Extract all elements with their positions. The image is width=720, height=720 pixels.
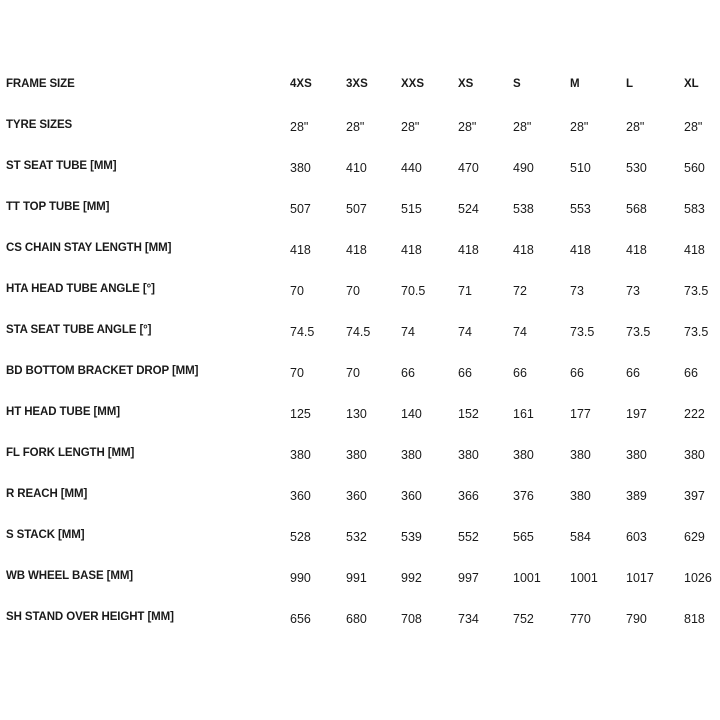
- table-cell: 539: [401, 530, 422, 544]
- table-cell: 380: [346, 448, 367, 462]
- table-cell: 360: [290, 489, 311, 503]
- table-cell: 1026: [684, 571, 712, 585]
- table-row: [0, 107, 720, 148]
- table-cell: 490: [513, 161, 534, 175]
- row-label: FL FORK LENGTH [MM]: [6, 447, 135, 459]
- table-cell: 28": [290, 120, 309, 134]
- table-cell: 990: [290, 571, 311, 585]
- table-cell: 197: [626, 407, 647, 421]
- geometry-table: [0, 66, 720, 640]
- table-cell: 530: [626, 161, 647, 175]
- table-row: [0, 189, 720, 230]
- table-cell: 28": [513, 120, 532, 134]
- table-cell: 770: [570, 612, 591, 626]
- table-cell: 380: [290, 448, 311, 462]
- row-label: ST SEAT TUBE [MM]: [6, 160, 117, 172]
- table-cell: 66: [458, 366, 472, 380]
- row-label: S STACK [MM]: [6, 529, 85, 541]
- table-cell: 418: [513, 243, 534, 257]
- table-cell: 74: [458, 325, 472, 339]
- row-label: SH STAND OVER HEIGHT [MM]: [6, 611, 174, 623]
- table-row: [0, 394, 720, 435]
- table-cell: 991: [346, 571, 367, 585]
- row-label: TT TOP TUBE [MM]: [6, 201, 110, 213]
- size-header-xxs: XXS: [401, 78, 425, 90]
- table-cell: 222: [684, 407, 705, 421]
- table-cell: 74: [513, 325, 527, 339]
- table-cell: 152: [458, 407, 479, 421]
- table-cell: 140: [401, 407, 422, 421]
- table-row: [0, 599, 720, 640]
- table-cell: 28": [458, 120, 477, 134]
- table-cell: 71: [458, 284, 472, 298]
- size-header-s: S: [513, 78, 521, 90]
- table-cell: 66: [626, 366, 640, 380]
- table-cell: 66: [401, 366, 415, 380]
- table-cell: 73: [626, 284, 640, 298]
- row-label: HT HEAD TUBE [MM]: [6, 406, 120, 418]
- table-cell: 992: [401, 571, 422, 585]
- table-cell: 418: [290, 243, 311, 257]
- table-cell: 366: [458, 489, 479, 503]
- table-cell: 470: [458, 161, 479, 175]
- table-cell: 380: [401, 448, 422, 462]
- table-cell: 73.5: [626, 325, 651, 339]
- size-header-m: M: [570, 78, 580, 90]
- table-cell: 70: [290, 284, 304, 298]
- table-cell: 177: [570, 407, 591, 421]
- table-row: [0, 517, 720, 558]
- header-row: [0, 66, 720, 107]
- table-row: [0, 476, 720, 517]
- table-cell: 73: [570, 284, 584, 298]
- table-cell: 418: [684, 243, 705, 257]
- table-cell: 28": [626, 120, 645, 134]
- table-cell: 360: [346, 489, 367, 503]
- table-row: [0, 353, 720, 394]
- row-label: HTA HEAD TUBE ANGLE [°]: [6, 283, 155, 295]
- table-cell: 515: [401, 202, 422, 216]
- table-cell: 553: [570, 202, 591, 216]
- table-cell: 1001: [513, 571, 541, 585]
- table-cell: 584: [570, 530, 591, 544]
- table-cell: 656: [290, 612, 311, 626]
- table-cell: 752: [513, 612, 534, 626]
- table-cell: 380: [290, 161, 311, 175]
- table-cell: 397: [684, 489, 705, 503]
- table-body: [0, 107, 720, 640]
- table-row: [0, 148, 720, 189]
- table-cell: 70: [290, 366, 304, 380]
- table-cell: 28": [401, 120, 420, 134]
- table-cell: 380: [458, 448, 479, 462]
- table-cell: 410: [346, 161, 367, 175]
- table-cell: 28": [570, 120, 589, 134]
- row-label: WB WHEEL BASE [MM]: [6, 570, 134, 582]
- table-cell: 997: [458, 571, 479, 585]
- table-cell: 818: [684, 612, 705, 626]
- size-header-xl: XL: [684, 78, 699, 90]
- table-cell: 790: [626, 612, 647, 626]
- table-cell: 70: [346, 366, 360, 380]
- table-cell: 603: [626, 530, 647, 544]
- table-cell: 552: [458, 530, 479, 544]
- table-row: [0, 230, 720, 271]
- table-cell: 125: [290, 407, 311, 421]
- table-cell: 418: [401, 243, 422, 257]
- table-cell: 680: [346, 612, 367, 626]
- table-cell: 73.5: [684, 284, 709, 298]
- table-cell: 74: [401, 325, 415, 339]
- table-cell: 70.5: [401, 284, 426, 298]
- table-cell: 161: [513, 407, 534, 421]
- table-cell: 28": [684, 120, 703, 134]
- table-cell: 380: [626, 448, 647, 462]
- table-cell: 1001: [570, 571, 598, 585]
- table-cell: 72: [513, 284, 527, 298]
- table-cell: 524: [458, 202, 479, 216]
- table-row: [0, 271, 720, 312]
- table-cell: 418: [570, 243, 591, 257]
- table-cell: 28": [346, 120, 365, 134]
- table-cell: 380: [570, 448, 591, 462]
- table-cell: 560: [684, 161, 705, 175]
- table-cell: 708: [401, 612, 422, 626]
- table-row: [0, 312, 720, 353]
- table-cell: 507: [346, 202, 367, 216]
- table-row: [0, 558, 720, 599]
- table-cell: 73.5: [570, 325, 595, 339]
- table-cell: 74.5: [290, 325, 315, 339]
- table-row: [0, 435, 720, 476]
- table-cell: 507: [290, 202, 311, 216]
- table-cell: 380: [513, 448, 534, 462]
- table-cell: 380: [570, 489, 591, 503]
- table-cell: 418: [346, 243, 367, 257]
- table-cell: 360: [401, 489, 422, 503]
- table-cell: 66: [513, 366, 527, 380]
- table-cell: 66: [684, 366, 698, 380]
- table-cell: 510: [570, 161, 591, 175]
- size-header-l: L: [626, 78, 634, 90]
- frame-size-label: FRAME SIZE: [6, 78, 75, 90]
- table-cell: 380: [684, 448, 705, 462]
- row-label: R REACH [MM]: [6, 488, 88, 500]
- size-header-4xs: 4XS: [290, 78, 312, 90]
- table-cell: 130: [346, 407, 367, 421]
- table-cell: 538: [513, 202, 534, 216]
- row-label: STA SEAT TUBE ANGLE [°]: [6, 324, 152, 336]
- table-cell: 532: [346, 530, 367, 544]
- table-cell: 74.5: [346, 325, 371, 339]
- table-cell: 629: [684, 530, 705, 544]
- table-cell: 528: [290, 530, 311, 544]
- size-header-3xs: 3XS: [346, 78, 368, 90]
- size-header-xs: XS: [458, 78, 474, 90]
- table-cell: 70: [346, 284, 360, 298]
- table-cell: 66: [570, 366, 584, 380]
- table-cell: 418: [458, 243, 479, 257]
- table-cell: 418: [626, 243, 647, 257]
- table-cell: 583: [684, 202, 705, 216]
- row-label: TYRE SIZES: [6, 119, 73, 131]
- table-cell: 73.5: [684, 325, 709, 339]
- table-cell: 389: [626, 489, 647, 503]
- table-cell: 734: [458, 612, 479, 626]
- table-cell: 565: [513, 530, 534, 544]
- table-cell: 440: [401, 161, 422, 175]
- table-cell: 568: [626, 202, 647, 216]
- table-cell: 1017: [626, 571, 654, 585]
- row-label: CS CHAIN STAY LENGTH [MM]: [6, 242, 172, 254]
- row-label: BD BOTTOM BRACKET DROP [MM]: [6, 365, 199, 377]
- table-cell: 376: [513, 489, 534, 503]
